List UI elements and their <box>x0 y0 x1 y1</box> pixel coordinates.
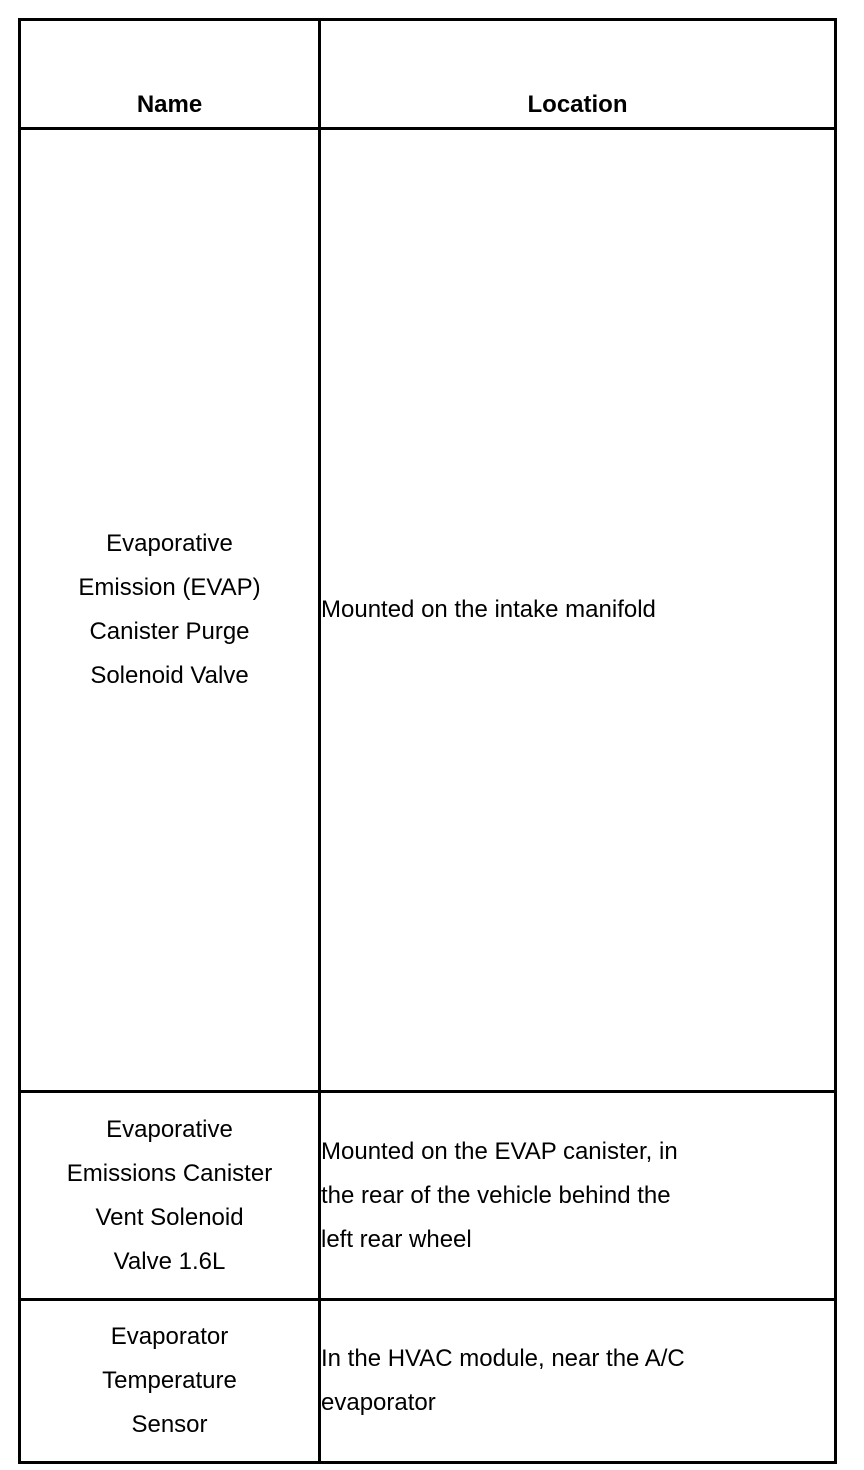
name-line: Emissions Canister <box>66 1159 273 1187</box>
location-line: the rear of the vehicle behind the <box>321 1181 671 1209</box>
name-line: Valve 1.6L <box>113 1247 226 1275</box>
table-row <box>20 129 836 1092</box>
name-line: Emission (EVAP) <box>78 574 261 601</box>
name-line: Evaporative <box>106 530 233 557</box>
location-line: evaporator <box>321 1389 436 1416</box>
location-cell <box>320 1300 836 1463</box>
location-line: left rear wheel <box>321 1225 472 1253</box>
table-header-row <box>20 20 836 129</box>
name-line: Canister Purge <box>89 618 250 645</box>
location-line: In the HVAC module, near the A/C <box>321 1345 685 1372</box>
component-location-table <box>18 18 837 1464</box>
location-line: Mounted on the intake manifold <box>321 596 656 623</box>
table-row <box>20 1300 836 1463</box>
name-line: Vent Solenoid <box>95 1203 244 1231</box>
name-line: Temperature <box>102 1367 237 1394</box>
name-cell <box>20 129 320 1092</box>
name-cell <box>20 1300 320 1463</box>
location-line: Mounted on the EVAP canister, in <box>321 1137 678 1165</box>
name-line: Solenoid Valve <box>90 662 249 689</box>
name-line: Evaporative <box>106 1115 233 1143</box>
column-header-name: Name <box>20 20 320 129</box>
table-row <box>20 1092 836 1300</box>
name-line: Sensor <box>131 1411 208 1438</box>
name-line: Evaporator <box>110 1323 229 1350</box>
column-header-location: Location <box>320 20 836 129</box>
location-cell <box>320 1092 836 1300</box>
name-cell <box>20 1092 320 1300</box>
location-cell <box>320 129 836 1092</box>
